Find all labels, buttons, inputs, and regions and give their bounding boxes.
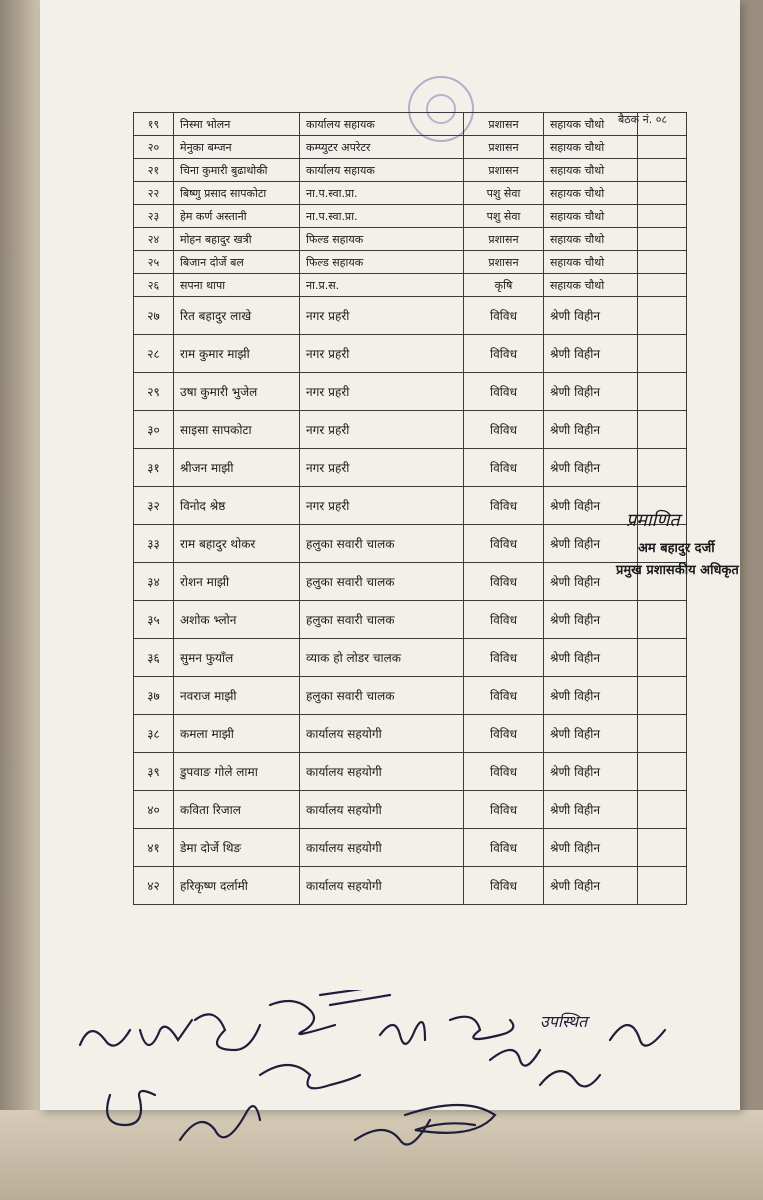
level-cell: श्रेणी विहीन bbox=[544, 677, 638, 715]
level-cell: श्रेणी विहीन bbox=[544, 525, 638, 563]
level-cell: श्रेणी विहीन bbox=[544, 829, 638, 867]
post-cell: नगर प्रहरी bbox=[300, 335, 464, 373]
table-row bbox=[134, 753, 687, 791]
remarks-cell bbox=[638, 373, 687, 411]
remarks-cell bbox=[638, 182, 687, 205]
level-cell: श्रेणी विहीन bbox=[544, 715, 638, 753]
department-cell: विविध bbox=[464, 487, 544, 525]
post-cell: कम्प्युटर अपरेटर bbox=[300, 136, 464, 159]
department-cell: विविध bbox=[464, 525, 544, 563]
remarks-cell bbox=[638, 159, 687, 182]
level-cell: श्रेणी विहीन bbox=[544, 449, 638, 487]
serial-number-cell: २८ bbox=[134, 335, 174, 373]
post-cell: फिल्ड सहायक bbox=[300, 251, 464, 274]
post-cell: कार्यालय सहयोगी bbox=[300, 753, 464, 791]
attestation-name: अम बहादुर दर्जी bbox=[638, 541, 715, 556]
remarks-cell bbox=[638, 829, 687, 867]
table-row bbox=[134, 867, 687, 905]
department-cell: कृषि bbox=[464, 274, 544, 297]
level-cell: श्रेणी विहीन bbox=[544, 411, 638, 449]
post-cell: नगर प्रहरी bbox=[300, 449, 464, 487]
table-row bbox=[134, 205, 687, 228]
remarks-cell bbox=[638, 601, 687, 639]
table-row bbox=[134, 335, 687, 373]
serial-number-cell: ३७ bbox=[134, 677, 174, 715]
department-cell: पशु सेवा bbox=[464, 205, 544, 228]
employee-name-cell: बिष्णु प्रसाद सापकोटा bbox=[174, 182, 300, 205]
table-row bbox=[134, 487, 687, 525]
attestation-stamp bbox=[616, 500, 763, 590]
post-cell: हलुका सवारी चालक bbox=[300, 677, 464, 715]
level-cell: श्रेणी विहीन bbox=[544, 753, 638, 791]
level-cell: सहायक चौथो bbox=[544, 205, 638, 228]
serial-number-cell: ३६ bbox=[134, 639, 174, 677]
folder-edge bbox=[0, 0, 40, 1200]
level-cell: सहायक चौथो bbox=[544, 136, 638, 159]
serial-number-cell: ३४ bbox=[134, 563, 174, 601]
level-cell: सहायक चौथो bbox=[544, 251, 638, 274]
department-cell: विविध bbox=[464, 867, 544, 905]
attestation-title: प्रमुख प्रशासकीय अधिकृत bbox=[616, 563, 739, 578]
department-cell: प्रशासन bbox=[464, 228, 544, 251]
post-cell: व्याक हो लोडर चालक bbox=[300, 639, 464, 677]
serial-number-cell: ४० bbox=[134, 791, 174, 829]
post-cell: हलुका सवारी चालक bbox=[300, 601, 464, 639]
employee-name-cell: रित बहादुर लाखे bbox=[174, 297, 300, 335]
serial-number-cell: २१ bbox=[134, 159, 174, 182]
table-row bbox=[134, 639, 687, 677]
department-cell: प्रशासन bbox=[464, 159, 544, 182]
level-cell: सहायक चौथो bbox=[544, 274, 638, 297]
department-cell: विविध bbox=[464, 829, 544, 867]
employee-name-cell: बिजान दोर्जे बल bbox=[174, 251, 300, 274]
remarks-cell bbox=[638, 136, 687, 159]
level-cell: श्रेणी विहीन bbox=[544, 297, 638, 335]
serial-number-cell: ३२ bbox=[134, 487, 174, 525]
level-cell: श्रेणी विहीन bbox=[544, 867, 638, 905]
serial-number-cell: ३० bbox=[134, 411, 174, 449]
serial-number-cell: २४ bbox=[134, 228, 174, 251]
department-cell: विविध bbox=[464, 753, 544, 791]
department-cell: विविध bbox=[464, 335, 544, 373]
table-row bbox=[134, 791, 687, 829]
table-row bbox=[134, 411, 687, 449]
level-cell: श्रेणी विहीन bbox=[544, 563, 638, 601]
department-cell: विविध bbox=[464, 373, 544, 411]
remarks-cell bbox=[638, 449, 687, 487]
level-cell: श्रेणी विहीन bbox=[544, 335, 638, 373]
table-row bbox=[134, 373, 687, 411]
employee-name-cell: उषा कुमारी भुजेल bbox=[174, 373, 300, 411]
employee-name-cell: कविता रिजाल bbox=[174, 791, 300, 829]
level-cell: श्रेणी विहीन bbox=[544, 639, 638, 677]
staff-table-body bbox=[134, 113, 687, 905]
post-cell: हलुका सवारी चालक bbox=[300, 563, 464, 601]
post-cell: कार्यालय सहयोगी bbox=[300, 715, 464, 753]
remarks-cell bbox=[638, 715, 687, 753]
handwritten-signatures bbox=[70, 990, 720, 1180]
department-cell: विविध bbox=[464, 601, 544, 639]
level-cell: श्रेणी विहीन bbox=[544, 601, 638, 639]
table-row bbox=[134, 829, 687, 867]
employee-name-cell: रोशन माझी bbox=[174, 563, 300, 601]
level-cell: श्रेणी विहीन bbox=[544, 487, 638, 525]
table-row bbox=[134, 449, 687, 487]
department-cell: विविध bbox=[464, 449, 544, 487]
post-cell: कार्यालय सहायक bbox=[300, 113, 464, 136]
level-cell: सहायक चौथो bbox=[544, 113, 638, 136]
staff-table bbox=[133, 112, 687, 905]
serial-number-cell: २६ bbox=[134, 274, 174, 297]
employee-name-cell: अशोक भ्लोन bbox=[174, 601, 300, 639]
remarks-cell bbox=[638, 791, 687, 829]
post-cell: हलुका सवारी चालक bbox=[300, 525, 464, 563]
employee-name-cell: निस्मा भोलन bbox=[174, 113, 300, 136]
serial-number-cell: ३९ bbox=[134, 753, 174, 791]
post-cell: फिल्ड सहायक bbox=[300, 228, 464, 251]
level-cell: सहायक चौथो bbox=[544, 228, 638, 251]
table-row bbox=[134, 113, 687, 136]
remarks-cell bbox=[638, 867, 687, 905]
post-cell: ना.प्र.स. bbox=[300, 274, 464, 297]
serial-number-cell: ३५ bbox=[134, 601, 174, 639]
table-row bbox=[134, 182, 687, 205]
remarks-cell bbox=[638, 753, 687, 791]
table-row bbox=[134, 274, 687, 297]
employee-name-cell: हेम कर्ण अस्तानी bbox=[174, 205, 300, 228]
department-cell: प्रशासन bbox=[464, 136, 544, 159]
serial-number-cell: २७ bbox=[134, 297, 174, 335]
employee-name-cell: हरिकृष्ण दर्लामी bbox=[174, 867, 300, 905]
table-row bbox=[134, 297, 687, 335]
signatures-area bbox=[70, 990, 720, 1180]
department-cell: विविध bbox=[464, 639, 544, 677]
post-cell: ना.प.स्वा.प्रा. bbox=[300, 182, 464, 205]
serial-number-cell: २३ bbox=[134, 205, 174, 228]
table-row bbox=[134, 715, 687, 753]
post-cell: कार्यालय सहायक bbox=[300, 159, 464, 182]
department-cell: विविध bbox=[464, 715, 544, 753]
post-cell: नगर प्रहरी bbox=[300, 487, 464, 525]
remarks-cell bbox=[638, 639, 687, 677]
level-cell: सहायक चौथो bbox=[544, 182, 638, 205]
remarks-cell bbox=[638, 228, 687, 251]
remarks-cell bbox=[638, 335, 687, 373]
employee-name-cell: मोहन बहादुर खत्री bbox=[174, 228, 300, 251]
post-cell: कार्यालय सहयोगी bbox=[300, 829, 464, 867]
remarks-cell bbox=[638, 251, 687, 274]
serial-number-cell: २२ bbox=[134, 182, 174, 205]
signature-note: उपस्थित bbox=[540, 1012, 588, 1031]
remarks-cell bbox=[638, 297, 687, 335]
table-row bbox=[134, 136, 687, 159]
employee-name-cell: नवराज माझी bbox=[174, 677, 300, 715]
remarks-cell bbox=[638, 113, 687, 136]
post-cell: कार्यालय सहयोगी bbox=[300, 867, 464, 905]
serial-number-cell: ३३ bbox=[134, 525, 174, 563]
post-cell: नगर प्रहरी bbox=[300, 373, 464, 411]
meeting-number: बैठक नं. ०८ bbox=[618, 113, 668, 126]
employee-name-cell: विनोद श्रेष्ठ bbox=[174, 487, 300, 525]
department-cell: विविध bbox=[464, 563, 544, 601]
serial-number-cell: २५ bbox=[134, 251, 174, 274]
employee-name-cell: राम बहादुर थोकर bbox=[174, 525, 300, 563]
post-cell: कार्यालय सहयोगी bbox=[300, 791, 464, 829]
employee-name-cell: कमला माझी bbox=[174, 715, 300, 753]
employee-name-cell: सुमन फुयाँल bbox=[174, 639, 300, 677]
department-cell: विविध bbox=[464, 677, 544, 715]
level-cell: श्रेणी विहीन bbox=[544, 791, 638, 829]
remarks-cell bbox=[638, 677, 687, 715]
table-row bbox=[134, 563, 687, 601]
attestation-label: प्रमाणित bbox=[626, 510, 680, 531]
serial-number-cell: २० bbox=[134, 136, 174, 159]
table-row bbox=[134, 251, 687, 274]
employee-name-cell: राम कुमार माझी bbox=[174, 335, 300, 373]
department-cell: प्रशासन bbox=[464, 251, 544, 274]
employee-name-cell: मेनुका बम्जन bbox=[174, 136, 300, 159]
remarks-cell bbox=[638, 205, 687, 228]
employee-name-cell: श्रीजन माझी bbox=[174, 449, 300, 487]
table-row bbox=[134, 677, 687, 715]
department-cell: विविध bbox=[464, 297, 544, 335]
employee-name-cell: डुपवाङ गोले लामा bbox=[174, 753, 300, 791]
table-row bbox=[134, 601, 687, 639]
serial-number-cell: २९ bbox=[134, 373, 174, 411]
post-cell: नगर प्रहरी bbox=[300, 411, 464, 449]
department-cell: प्रशासन bbox=[464, 113, 544, 136]
serial-number-cell: ४१ bbox=[134, 829, 174, 867]
post-cell: नगर प्रहरी bbox=[300, 297, 464, 335]
table-row bbox=[134, 525, 687, 563]
level-cell: सहायक चौथो bbox=[544, 159, 638, 182]
remarks-cell bbox=[638, 274, 687, 297]
employee-name-cell: डेमा दोर्जे थिङ bbox=[174, 829, 300, 867]
employee-name-cell: सपना थापा bbox=[174, 274, 300, 297]
employee-name-cell: साइसा सापकोटा bbox=[174, 411, 300, 449]
remarks-cell bbox=[638, 411, 687, 449]
department-cell: पशु सेवा bbox=[464, 182, 544, 205]
table-row bbox=[134, 228, 687, 251]
department-cell: विविध bbox=[464, 411, 544, 449]
level-cell: श्रेणी विहीन bbox=[544, 373, 638, 411]
post-cell: ना.प.स्वा.प्रा. bbox=[300, 205, 464, 228]
serial-number-cell: ३१ bbox=[134, 449, 174, 487]
table-row bbox=[134, 159, 687, 182]
employee-name-cell: चिना कुमारी बुढाथोकी bbox=[174, 159, 300, 182]
serial-number-cell: ३८ bbox=[134, 715, 174, 753]
serial-number-cell: ४२ bbox=[134, 867, 174, 905]
serial-number-cell: १९ bbox=[134, 113, 174, 136]
department-cell: विविध bbox=[464, 791, 544, 829]
